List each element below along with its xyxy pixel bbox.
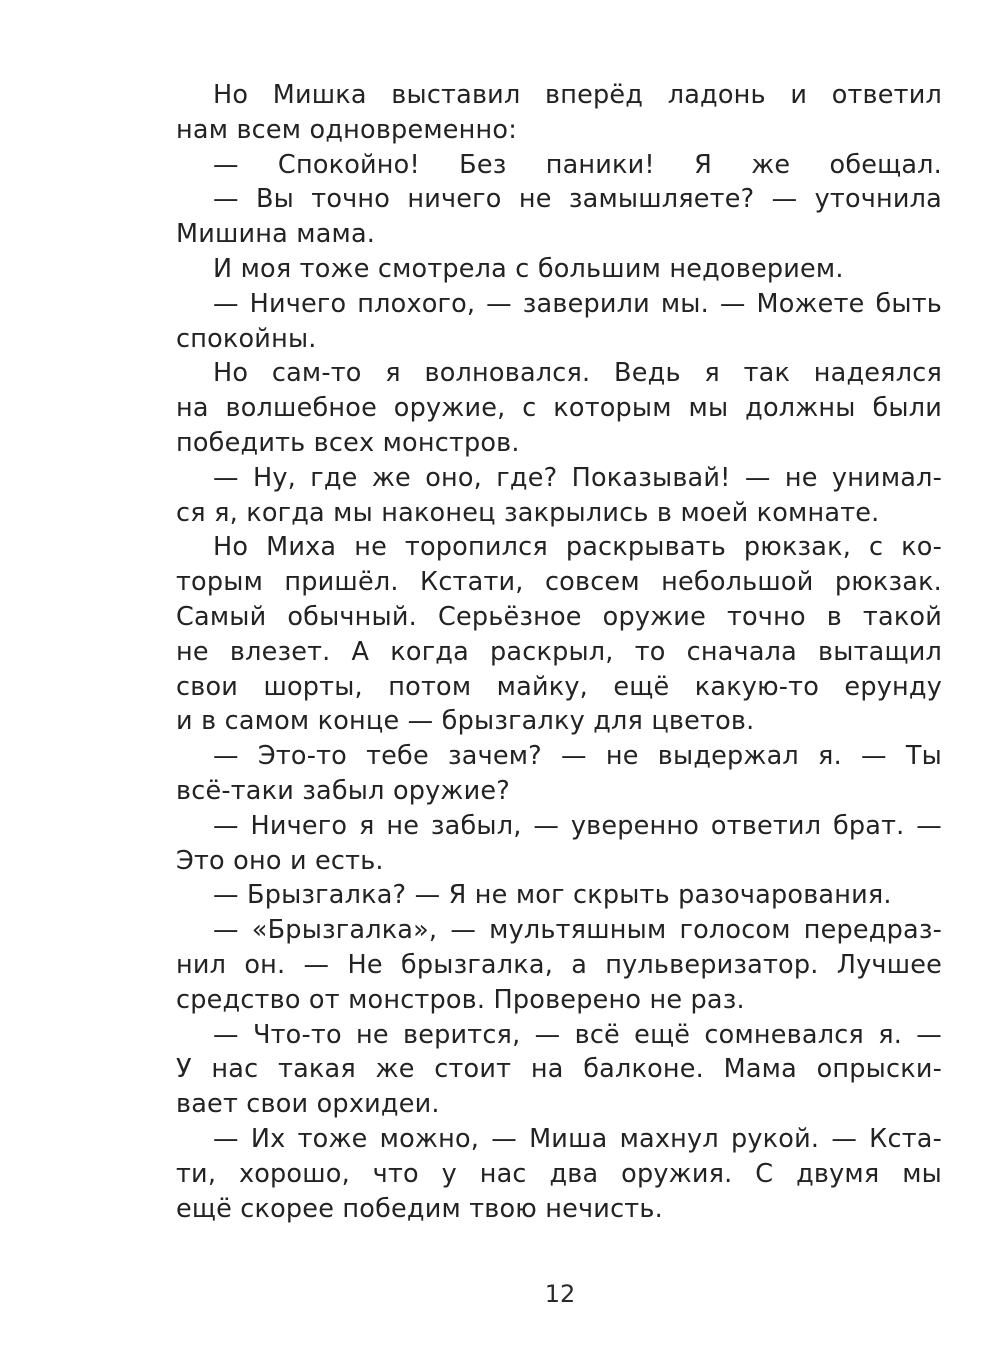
paragraph (176, 878, 942, 913)
text-line: вает свои орхидеи. (176, 1089, 440, 1120)
text-line: — Ничего я не забыл, — уверенно ответил брат. — (213, 810, 942, 841)
text-line: — Вы точно ничего не замышляете? — уточнила (213, 184, 942, 215)
text-line: — Их тоже можно, — Миша махнул рукой. — Кста- (213, 1123, 942, 1154)
text-line: Но Мишка выставил вперёд ладонь и ответил (213, 80, 942, 110)
text-line: — Ничего плохого, — заверили мы. — Можете быть (213, 288, 942, 319)
paragraph (176, 913, 942, 1017)
text-line: победить всех монстров. (176, 427, 520, 458)
text-line: нам всем одновременно: (176, 114, 517, 145)
paragraph (176, 1018, 942, 1122)
text-line: — «Брызгалка», — мультяшным голосом передраз- (213, 915, 942, 946)
text-line: ся я, когда мы наконец закрылись в моей комнате. (176, 497, 880, 528)
paragraph (176, 252, 942, 287)
text-line: У нас такая же стоит на балконе. Мама опрыски- (176, 1054, 942, 1085)
text-line: ещё скорее победим твою нечисть. (176, 1193, 663, 1224)
text-line: Но Миха не торопился раскрывать рюкзак, с ко- (213, 532, 942, 563)
paragraph (176, 356, 942, 460)
text-line: Это оно и есть. (176, 845, 384, 876)
text-line: средство от монстров. Проверено не раз. (176, 984, 745, 1015)
text-line: Но сам-то я волновался. Ведь я так надеялся (213, 358, 942, 389)
text-line: всё-таки забыл оружие? (176, 775, 510, 806)
text-line: — Спокойно! Без паники! Я же обещал. (213, 149, 942, 180)
text-line: нил он. — Не брызгалка, а пульверизатор. Лучшее (176, 949, 942, 980)
text-line: не влезет. А когда раскрыл, то сначала вытащил (176, 636, 942, 667)
paragraph (176, 287, 942, 357)
paragraph (176, 809, 942, 879)
text-line: И моя тоже смотрела с большим недоверием. (213, 253, 844, 284)
text-line: Мишина мама. (176, 219, 376, 250)
paragraph (176, 148, 942, 183)
text-line: — Что-то не верится, — всё ещё сомневался я. — (213, 1019, 942, 1050)
text-line: торым пришёл. Кстати, совсем небольшой рюкзак. (176, 567, 942, 598)
paragraph (176, 461, 942, 531)
text-line: Самый обычный. Серьёзное оружие точно в такой (176, 601, 942, 632)
text-line: на волшебное оружие, с которым мы должны были (176, 393, 942, 424)
text-line: свои шорты, потом майку, ещё какую-то ерунду (176, 671, 942, 702)
text-line: — Ну, где же оно, где? Показывай! — не унимал- (213, 462, 942, 493)
text-line: и в самом конце — брызгалку для цветов. (176, 706, 755, 737)
page-number: 12 (544, 1280, 576, 1308)
text-line: спокойны. (176, 323, 317, 354)
paragraph (176, 530, 942, 739)
body-text (176, 78, 942, 1226)
paragraph (176, 78, 942, 148)
text-line: — Это-то тебе зачем? — не выдержал я. — Ты (213, 741, 942, 772)
paragraph (176, 182, 942, 252)
paragraph (176, 739, 942, 809)
text-line: — Брызгалка? — Я не мог скрыть разочарования. (213, 880, 892, 911)
text-line: ти, хорошо, что у нас два оружия. С двумя мы (176, 1158, 942, 1189)
paragraph (176, 1122, 942, 1226)
